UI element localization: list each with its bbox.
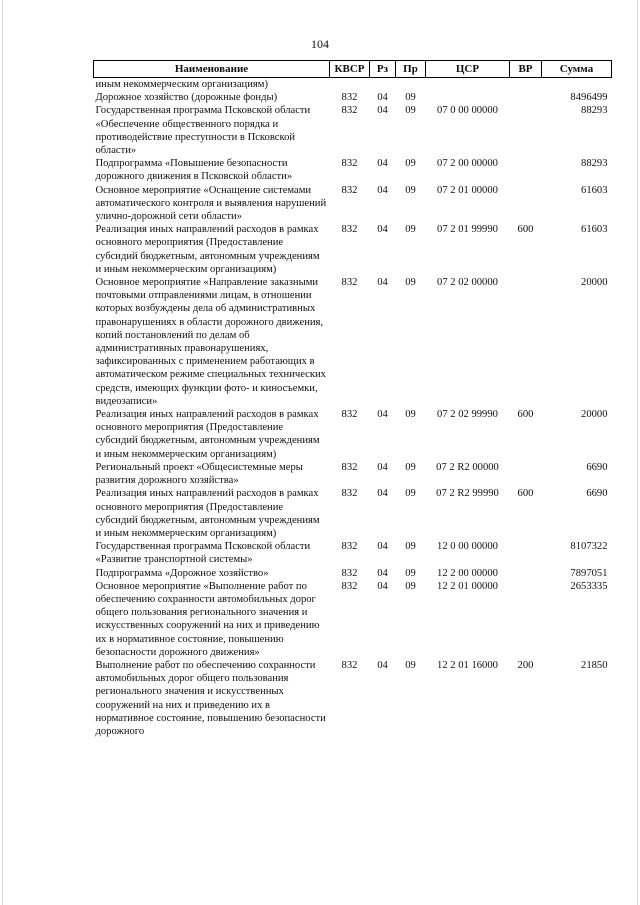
cell-sum: 8107322 bbox=[570, 541, 608, 553]
cell-vr bbox=[510, 184, 542, 224]
cell-kvsr: 832 bbox=[341, 659, 358, 671]
cell-vr: 200 bbox=[517, 659, 534, 671]
cell-csr: 07 2 R2 99990 bbox=[436, 488, 499, 500]
table-row bbox=[94, 567, 612, 580]
table-row bbox=[94, 184, 612, 224]
cell-kvsr: 832 bbox=[341, 92, 358, 104]
cell-name: Основное мероприятие «Направление заказными почтовыми отправлениями лицам, в отношении которых возбуждены дела об административных правонарушениях в области дорожного движения, копий постановлений по делам об административных правонарушениях, зафиксированных с применением работающих в автоматическом режиме специальных технических средств, имеющих функции фото- и киносъемки, видеозаписи» bbox=[95, 277, 326, 407]
cell-vr bbox=[510, 104, 542, 157]
cell-csr: 12 0 00 00000 bbox=[437, 541, 498, 553]
cell-kvsr: 832 bbox=[341, 461, 358, 473]
cell-kvsr: 832 bbox=[341, 224, 358, 236]
cell-pr: 09 bbox=[405, 567, 416, 579]
cell-sum: 8496499 bbox=[570, 92, 608, 104]
header-vr: ВР bbox=[510, 61, 542, 78]
cell-csr: 12 2 01 16000 bbox=[437, 659, 498, 671]
cell-rz bbox=[370, 78, 396, 92]
table-row bbox=[94, 580, 612, 659]
cell-name: Региональный проект «Общесистемные меры развития дорожного хозяйства» bbox=[95, 461, 303, 487]
cell-vr bbox=[510, 276, 542, 408]
cell-pr: 09 bbox=[405, 184, 416, 196]
cell-name: Основное мероприятие «Оснащение системами автоматического контроля и выявления нарушений улично-дорожной сети области» bbox=[95, 184, 327, 223]
cell-name: Государственная программа Псковской области «Развитие транспортной системы» bbox=[95, 541, 311, 566]
cell-pr: 09 bbox=[405, 461, 416, 473]
table-row bbox=[94, 659, 612, 738]
table-row bbox=[94, 78, 612, 92]
cell-sum: 7897051 bbox=[570, 567, 608, 579]
cell-name: Подпрограмма «Дорожное хозяйство» bbox=[95, 567, 269, 579]
cell-rz: 04 bbox=[377, 277, 388, 289]
page-number: 104 bbox=[311, 37, 329, 51]
table-body bbox=[94, 78, 612, 739]
table-row bbox=[94, 91, 612, 104]
table-row bbox=[94, 276, 612, 408]
cell-csr: 07 2 R2 00000 bbox=[436, 461, 499, 473]
cell-sum: 6690 bbox=[586, 488, 608, 500]
cell-sum: 20000 bbox=[581, 277, 608, 289]
cell-pr: 09 bbox=[405, 659, 416, 671]
cell-vr: 600 bbox=[517, 488, 534, 500]
header-pr: Пр bbox=[396, 61, 426, 78]
cell-csr: 07 2 02 99990 bbox=[437, 409, 498, 421]
cell-sum: 2653335 bbox=[570, 580, 608, 592]
cell-rz: 04 bbox=[377, 659, 388, 671]
cell-kvsr: 832 bbox=[341, 580, 358, 592]
cell-pr: 09 bbox=[405, 409, 416, 421]
cell-rz: 04 bbox=[377, 158, 388, 170]
cell-rz: 04 bbox=[377, 105, 388, 117]
cell-rz: 04 bbox=[377, 184, 388, 196]
cell-kvsr: 832 bbox=[341, 105, 358, 117]
table-row bbox=[94, 540, 612, 566]
cell-name: Выполнение работ по обеспечению сохранности автомобильных дорог общего пользования регионального значения и искусственных сооружений на них и приведению их в нормативное состояние, повышению безопасности дорожного bbox=[95, 659, 326, 737]
cell-rz: 04 bbox=[377, 92, 388, 104]
cell-sum bbox=[542, 78, 612, 92]
cell-csr bbox=[426, 91, 510, 104]
cell-sum: 21850 bbox=[581, 659, 608, 671]
cell-kvsr: 832 bbox=[341, 541, 358, 553]
cell-vr bbox=[510, 580, 542, 659]
cell-pr bbox=[396, 78, 426, 92]
cell-vr bbox=[510, 91, 542, 104]
table-header-row bbox=[94, 61, 612, 78]
cell-vr: 600 bbox=[517, 224, 534, 236]
cell-name: Реализация иных направлений расходов в рамках основного мероприятия (Предоставление субсидий бюджетным, автономным учреждениям и иным некоммерческим организациям) bbox=[95, 488, 320, 539]
cell-rz: 04 bbox=[377, 461, 388, 473]
cell-csr: 12 2 01 00000 bbox=[437, 580, 498, 592]
cell-rz: 04 bbox=[377, 580, 388, 592]
cell-vr bbox=[510, 461, 542, 487]
cell-rz: 04 bbox=[377, 567, 388, 579]
header-csr: ЦСР bbox=[426, 61, 510, 78]
cell-kvsr: 832 bbox=[341, 567, 358, 579]
cell-pr: 09 bbox=[405, 580, 416, 592]
cell-csr: 07 2 02 00000 bbox=[437, 277, 498, 289]
cell-kvsr: 832 bbox=[341, 184, 358, 196]
header-kvsr: КВСР bbox=[330, 61, 370, 78]
cell-csr: 12 2 00 00000 bbox=[437, 567, 498, 579]
cell-rz: 04 bbox=[377, 488, 388, 500]
cell-csr: 07 2 01 00000 bbox=[437, 184, 498, 196]
header-name: Наименование bbox=[94, 61, 330, 78]
cell-name: Подпрограмма «Повышение безопасности дорожного движения в Псковской области» bbox=[95, 158, 293, 183]
cell-vr bbox=[510, 157, 542, 183]
cell-sum: 88293 bbox=[581, 105, 608, 117]
cell-pr: 09 bbox=[405, 105, 416, 117]
header-rz: Рз bbox=[370, 61, 396, 78]
table-row bbox=[94, 461, 612, 487]
cell-vr bbox=[510, 78, 542, 92]
cell-pr: 09 bbox=[405, 277, 416, 289]
cell-pr: 09 bbox=[405, 92, 416, 104]
table-row bbox=[94, 487, 612, 540]
cell-rz: 04 bbox=[377, 224, 388, 236]
cell-kvsr bbox=[330, 78, 370, 92]
cell-sum: 61603 bbox=[581, 224, 608, 236]
table-row bbox=[94, 408, 612, 461]
cell-name: иным некоммерческим организациям) bbox=[95, 79, 268, 90]
cell-name: Реализация иных направлений расходов в рамках основного мероприятия (Предоставление субсидий бюджетным, автономным учреждениям и иным некоммерческим организациям) bbox=[95, 224, 320, 275]
cell-vr bbox=[510, 540, 542, 566]
cell-pr: 09 bbox=[405, 541, 416, 553]
cell-csr: 07 2 01 99990 bbox=[437, 224, 498, 236]
cell-name: Государственная программа Псковской области «Обеспечение общественного порядка и противодействие преступности в Псковской области» bbox=[95, 105, 311, 157]
cell-csr bbox=[426, 78, 510, 92]
cell-csr: 07 2 00 00000 bbox=[437, 158, 498, 170]
cell-name: Реализация иных направлений расходов в рамках основного мероприятия (Предоставление субсидий бюджетным, автономным учреждениям и иным некоммерческим организациям) bbox=[95, 409, 320, 460]
page-edge-right bbox=[637, 0, 638, 905]
header-sum: Сумма bbox=[542, 61, 612, 78]
cell-kvsr: 832 bbox=[341, 277, 358, 289]
cell-csr: 07 0 00 00000 bbox=[437, 105, 498, 117]
cell-sum: 20000 bbox=[581, 409, 608, 421]
cell-rz: 04 bbox=[377, 409, 388, 421]
cell-sum: 6690 bbox=[586, 461, 608, 473]
budget-table bbox=[93, 60, 612, 738]
cell-kvsr: 832 bbox=[341, 158, 358, 170]
cell-pr: 09 bbox=[405, 158, 416, 170]
table-row bbox=[94, 157, 612, 183]
page-edge-left bbox=[2, 0, 3, 905]
cell-sum: 88293 bbox=[581, 158, 608, 170]
cell-name: Дорожное хозяйство (дорожные фонды) bbox=[95, 92, 278, 104]
cell-kvsr: 832 bbox=[341, 409, 358, 421]
cell-kvsr: 832 bbox=[341, 488, 358, 500]
cell-vr bbox=[510, 567, 542, 580]
cell-pr: 09 bbox=[405, 488, 416, 500]
table-row bbox=[94, 223, 612, 276]
cell-pr: 09 bbox=[405, 224, 416, 236]
cell-sum: 61603 bbox=[581, 184, 608, 196]
cell-name: Основное мероприятие «Выполнение работ по обеспечению сохранности автомобильных дорог общего пользования регионального значения и искусственных сооружений на них и приведению их в нормативное состояние, повышению безопасности дорожного движения» bbox=[95, 580, 320, 658]
cell-rz: 04 bbox=[377, 541, 388, 553]
table-row bbox=[94, 104, 612, 157]
cell-vr: 600 bbox=[517, 409, 534, 421]
